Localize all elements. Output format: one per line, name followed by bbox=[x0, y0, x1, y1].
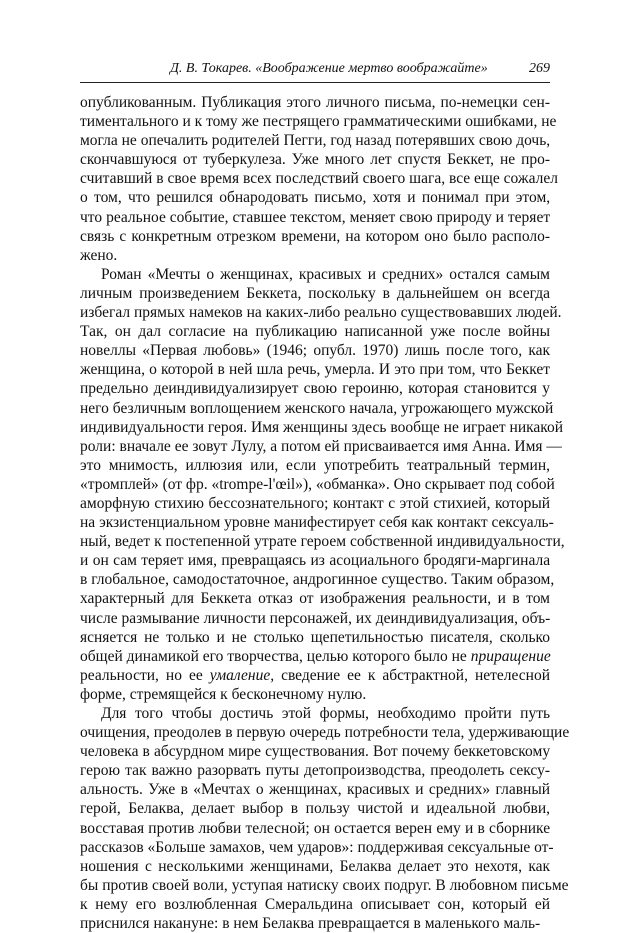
text-line: Для того чтобы достичь этой формы, необходимо пройти путь bbox=[101, 705, 551, 722]
text-line: Так, он дал согласие на публикацию написанной уже после войны bbox=[80, 323, 551, 341]
text-line: индивидуальности героя. Имя женщины здесь вообще не играет никакой bbox=[80, 418, 564, 436]
text-line: человека в абсурдном мире существования. Вот почему беккетовскому bbox=[80, 743, 551, 761]
text-line: на экзистенциальном уровне манифестирует себя как контакт сексуаль- bbox=[80, 514, 554, 532]
text-line: тиментального и к тому же пестрящего грамматическими ошибками, не bbox=[80, 113, 557, 131]
text-line: связь с конкретным отрезком времени, на котором оно было располо- bbox=[80, 227, 551, 245]
text-line: жено. bbox=[80, 246, 118, 264]
text-line: Роман «Мечты о женщинах, красивых и средних» остался самым bbox=[101, 265, 550, 283]
running-title: Д. В. Токарев. «Воображение мертво воображайте» bbox=[170, 61, 488, 76]
header-rule bbox=[80, 82, 550, 83]
page-number: 269 bbox=[529, 61, 550, 76]
text-line: о том, что решился обнародовать письмо, хотя и понимал при этом, bbox=[80, 189, 551, 207]
text-line: характерный для Беккета отказ от изображения реальности, и в том bbox=[80, 590, 550, 608]
text-line: альность. Уже в «Мечтах о женщинах, красивых и средних» главный bbox=[80, 781, 551, 799]
text-line: к нему его возлюбленная Смеральдина описывает сон, который ей bbox=[80, 895, 551, 913]
text-line: избегал прямых намеков на каких-либо реально существовавших людей. bbox=[80, 304, 562, 322]
text-line: считавший в свое время всех последствий своего шага, все еще сожалел bbox=[80, 170, 558, 188]
text-line: женщина, о которой в ней шла речь, умерла. И это при том, что Беккет bbox=[80, 361, 551, 379]
text-line: реальности, но ее умаление, сведение ее к абстрактной, нетелесной bbox=[80, 666, 551, 684]
text-line: опубликованным. Публикация этого личного письма, по-немецки сен- bbox=[80, 94, 550, 111]
text-line: и он сам теряет имя, превращаясь из асоциального бродяги-маргинала bbox=[80, 552, 551, 570]
paragraph bbox=[80, 93, 558, 265]
text-line: него безличным воплощением женского начала, угрожающего мужской bbox=[80, 399, 554, 417]
text-line: в глобальное, самодостаточное, андрогинное существо. Таким образом, bbox=[80, 571, 555, 589]
text-line: ный, ведет к постепенной утрате героем собственной индивидуальности, bbox=[80, 533, 565, 551]
text-line: герой, Белаква, делает выбор в пользу чистой и идеальной любви, bbox=[80, 800, 550, 818]
text-line: ношения с несколькими женщинами, Белаква делает это нехотя, как bbox=[80, 857, 551, 875]
text-line: скончавшуюся от туберкулеза. Уже много лет спустя Беккет, не про- bbox=[80, 151, 551, 169]
text-line: личным произведением Беккета, поскольку в дальнейшем он всегда bbox=[80, 284, 550, 302]
text-line: числе размывание личности персонажей, их деиндивидуализация, объ- bbox=[80, 609, 551, 627]
text-line: что реальное событие, ставшее текстом, меняет свою природу и теряет bbox=[80, 208, 551, 226]
text-line: новеллы «Первая любовь» (1946; опубл. 1970) лишь после того, как bbox=[80, 342, 551, 360]
text-line: роли: вначале ее зовут Лулу, а потом ей присваивается имя Анна. Имя — bbox=[80, 437, 562, 455]
text-line: очищения, преодолев в первую очередь потребности тела, удерживающие bbox=[80, 724, 570, 742]
text-line: «тромплей» (от фр. «trompe-l'œil»), «обманка». Оно скрывает под собой bbox=[80, 475, 555, 493]
body-text bbox=[80, 93, 570, 933]
text-line: это мнимость, иллюзия или, если употребить театральный термин, bbox=[80, 456, 551, 474]
text-line: восставая против любви телесной; он остается верен ему и в сборнике bbox=[80, 819, 551, 837]
text-line: бы против своей воли, уступая натиску своих подруг. В любовном письме bbox=[80, 876, 569, 894]
text-line: предельно деиндивидуализирует свою героиню, которая становится у bbox=[80, 380, 551, 398]
paragraph bbox=[80, 265, 565, 704]
text-line: могла не опечалить родителей Пегги, год назад потерявших свою дочь, bbox=[80, 132, 551, 150]
text-line: рассказов «Больше замахов, чем ударов»: поддерживая сексуальные от- bbox=[80, 838, 554, 856]
text-line: форме, стремящейся к бесконечному нулю. bbox=[80, 685, 367, 703]
text-line: общей динамикой его творчества, целью которого было не приращение bbox=[80, 647, 551, 665]
paragraph bbox=[80, 704, 570, 933]
text-line: герою так важно разорвать путы детопроизводства, преодолеть сексу- bbox=[80, 762, 551, 780]
text-line: ясняется не только и не столько щепетильностью писателя, сколько bbox=[80, 628, 551, 646]
text-line: аморфную стихию бессознательного; контакт с этой стихией, который bbox=[80, 494, 551, 512]
text-line: приснился накануне: в нем Белаква превращается в маленького маль- bbox=[80, 915, 541, 933]
running-header bbox=[80, 61, 550, 79]
